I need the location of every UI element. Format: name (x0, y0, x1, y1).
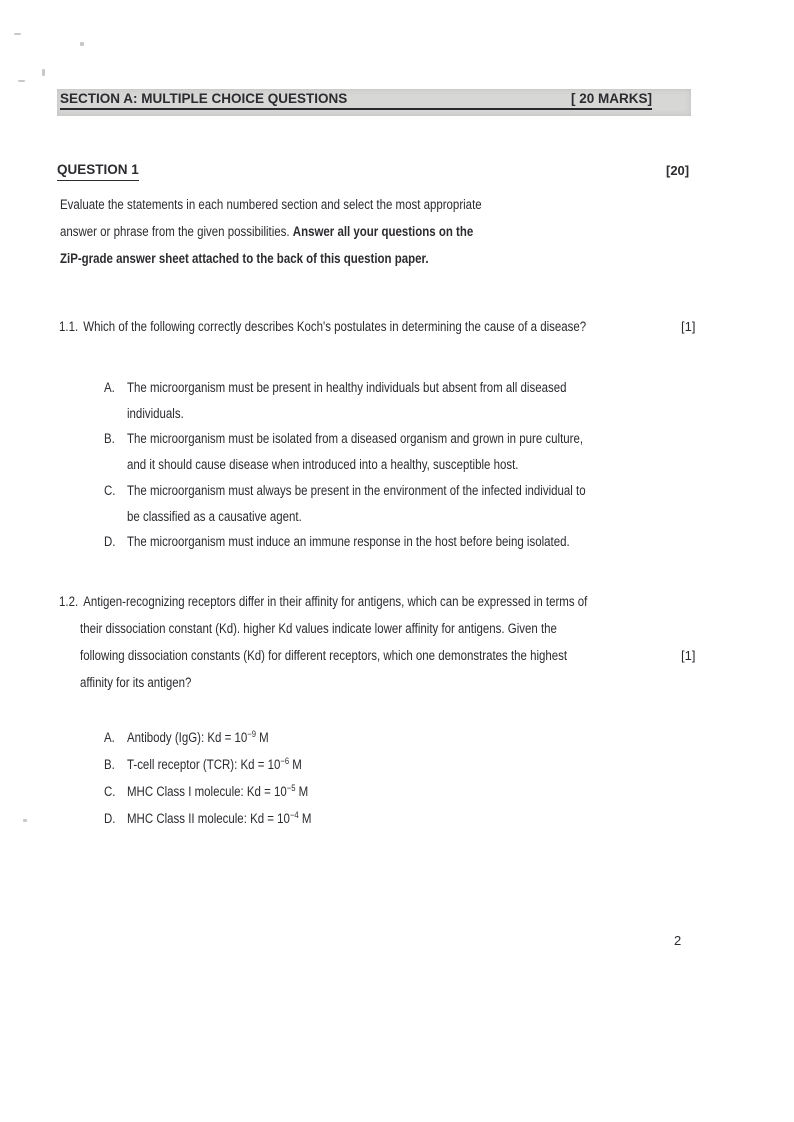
question1-instructions (60, 191, 556, 272)
exponent: −6 (280, 756, 290, 766)
question-1-1-text: Which of the following correctly describes Koch's postulates in determining the cause of a disease? (83, 319, 587, 334)
question-1-2-line: their dissociation constant (Kd). higher Kd values indicate lower affinity for antigens. Given the (80, 621, 557, 636)
option-a (104, 375, 667, 426)
question-1-2 (59, 588, 681, 696)
option-text-line: individuals. (127, 405, 184, 421)
scan-speck (42, 69, 45, 76)
option-text-line: The microorganism must always be present in the environment of the infected individual to (127, 482, 586, 498)
option-letter: A. (104, 380, 115, 395)
option-d (104, 805, 344, 832)
scan-speck (23, 819, 27, 822)
option-letter: D. (104, 811, 116, 826)
option-text-line: Antibody (IgG): $Kd = 10^{-9}$ M (127, 729, 269, 745)
option-b (104, 426, 667, 477)
question-1-2-line: 1.2. Antigen-recognizing receptors differ in their affinity for antigens, which can be expressed in terms of (59, 594, 588, 609)
option-text-line: T-cell receptor (TCR): $Kd = 10^{-6}$ M (127, 756, 302, 772)
option-d (104, 529, 667, 555)
option-letter: B. (104, 757, 115, 772)
question-1-2-marks: [1] (681, 648, 696, 663)
option-text-line: The microorganism must be present in healthy individuals but absent from all diseased (127, 380, 567, 395)
option-a (104, 724, 344, 751)
option-c (104, 778, 344, 805)
scan-speck (80, 42, 84, 46)
section-header-bar (57, 89, 691, 116)
option-text-line: be classified as a causative agent. (127, 508, 302, 524)
option-letter: C. (104, 482, 116, 498)
option-text-line: MHC Class I molecule: $Kd = 10^{-5}$ M (127, 783, 309, 799)
instruction-line: Evaluate the statements in each numbered section and select the most appropriate (60, 197, 482, 212)
section-marks: [ 20 MARKS] (570, 91, 652, 106)
question-1-2-line: following dissociation constants (Kd) for different receptors, which one demonstrates the highest (80, 648, 568, 663)
question-1-1-options (104, 375, 667, 555)
question1-marks: [20] (666, 163, 690, 178)
option-letter: A. (104, 730, 115, 745)
scan-speck (18, 80, 25, 82)
exponent: −5 (286, 783, 296, 793)
scan-speck (14, 33, 21, 35)
section-header-row (60, 90, 652, 110)
question-1-2-options (104, 724, 344, 832)
page-number: 2 (674, 933, 682, 948)
option-text-line: MHC Class II molecule: $Kd = 10^{-4}$ M (127, 810, 312, 826)
option-letter: D. (104, 534, 116, 550)
question1-heading: QUESTION 1 (57, 161, 139, 181)
instruction-line: answer or phrase from the given possibilities. Answer all your questions on the (60, 224, 474, 239)
option-c (104, 478, 667, 529)
question-1-1 (59, 313, 586, 340)
option-letter: C. (104, 784, 116, 799)
exponent: −4 (289, 810, 299, 820)
question-1-2-line: affinity for its antigen? (80, 675, 192, 690)
option-text-line: and it should cause disease when introduced into a healthy, susceptible host. (127, 457, 519, 473)
option-letter: B. (104, 431, 115, 447)
option-b (104, 751, 344, 778)
question-1-1-marks: [1] (681, 319, 696, 334)
section-title: SECTION A: MULTIPLE CHOICE QUESTIONS (60, 91, 348, 106)
question-1-2-number: 1.2. (59, 594, 79, 609)
exponent: −9 (247, 729, 256, 739)
instruction-line: ZiP-grade answer sheet attached to the back of this question paper. (60, 251, 429, 266)
option-text-line: The microorganism must be isolated from a diseased organism and grown in pure culture, (127, 431, 584, 447)
option-text-line: The microorganism must induce an immune response in the host before being isolated. (127, 534, 570, 550)
question-1-1-number: 1.1. (59, 319, 79, 334)
